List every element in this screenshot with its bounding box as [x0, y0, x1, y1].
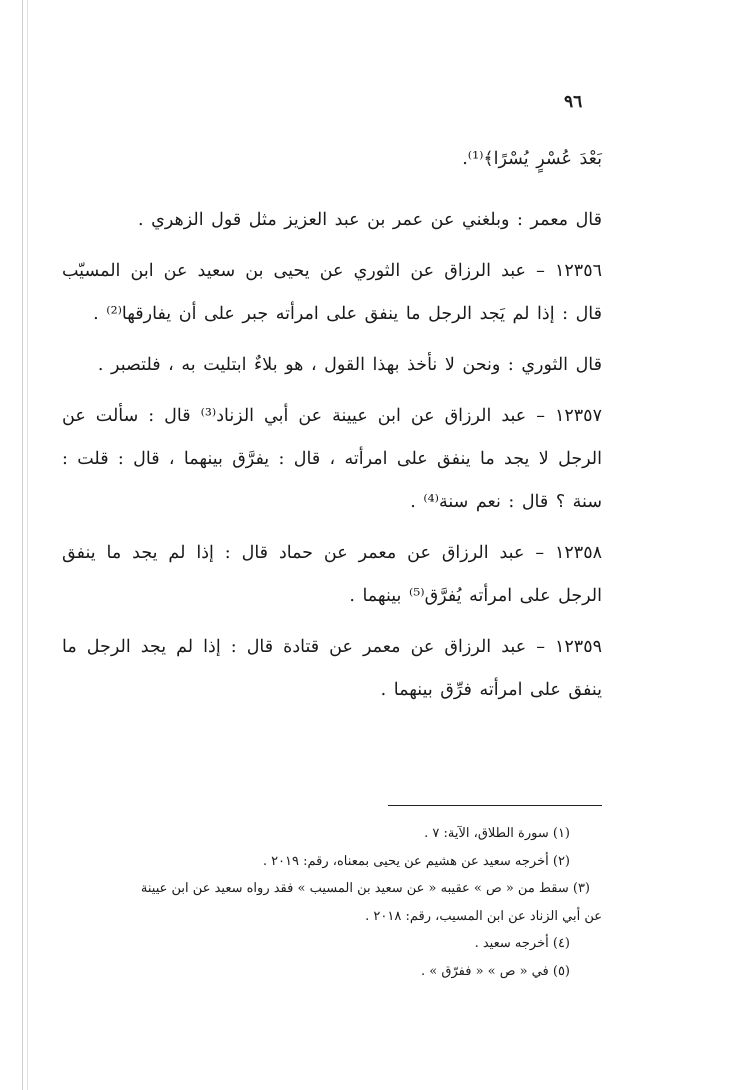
hadith-12359: ١٢٣٥٩ – عبد الرزاق عن معمر عن قتادة قال : إذا لم يجد الرجل ما ينفق على امرأته فرِّق بينهما .	[62, 637, 602, 700]
page-edge-line	[22, 0, 23, 1090]
footnote-divider	[388, 805, 602, 806]
paragraph-mamar: قال معمر : وبلغني عن عمر بن عبد العزيز مثل قول الزهري .	[138, 210, 602, 230]
footnotes	[62, 820, 602, 985]
footnote-5: (٥) في « ص » « ففرّق » .	[421, 963, 570, 979]
quran-verse-line: بَعْدَ عُسْرٍ يُسْرًا﴾⁽¹⁾.	[462, 149, 602, 169]
footnote-2: (٢) أخرجه سعيد عن هشيم عن يحيى بمعناه، رقم: ٢٠١٩ .	[262, 853, 570, 869]
page-number: ٩٦	[564, 92, 583, 112]
footnote-3-continued: عن أبي الزناد عن ابن المسيب، رقم: ٢٠١٨ .	[365, 908, 602, 924]
hadith-12356: ١٢٣٥٦ – عبد الرزاق عن الثوري عن يحيى بن سعيد عن ابن المسيّب قال : إذا لم يَجد الرجل ما ينفق على امرأته جبر على أن يفارقها⁽²⁾ .	[62, 261, 602, 324]
hadith-12358: ١٢٣٥٨ – عبد الرزاق عن معمر عن حماد قال : إذا لم يجد ما ينفق الرجل على امرأته يُفرَّق⁽⁵⁾ بينهما .	[62, 543, 602, 606]
footnote-4: (٤) أخرجه سعيد .	[474, 936, 570, 951]
hadith-12357: ١٢٣٥٧ – عبد الرزاق عن ابن عيينة عن أبي الزناد⁽³⁾ قال : سألت عن الرجل لا يجد ما ينفق على امرأته ، قال : يفرَّق بينهما ، قال : قلت : سنة ؟ قال : نعم سنة⁽⁴⁾ .	[62, 406, 602, 512]
page-edge-line	[27, 0, 28, 1090]
page-body	[62, 86, 602, 712]
footnote-3: (٣) سقط من « ص » عقيبه « عن سعيد بن المسيب » فقد رواه سعيد عن ابن عيينة	[140, 881, 590, 896]
footnote-1: (١) سورة الطلاق، الآية: ٧ .	[424, 826, 570, 841]
paragraph-thawri: قال الثوري : ونحن لا نأخذ بهذا القول ، هو بلاءٌ ابتليت به ، فلتصبر .	[97, 355, 602, 375]
